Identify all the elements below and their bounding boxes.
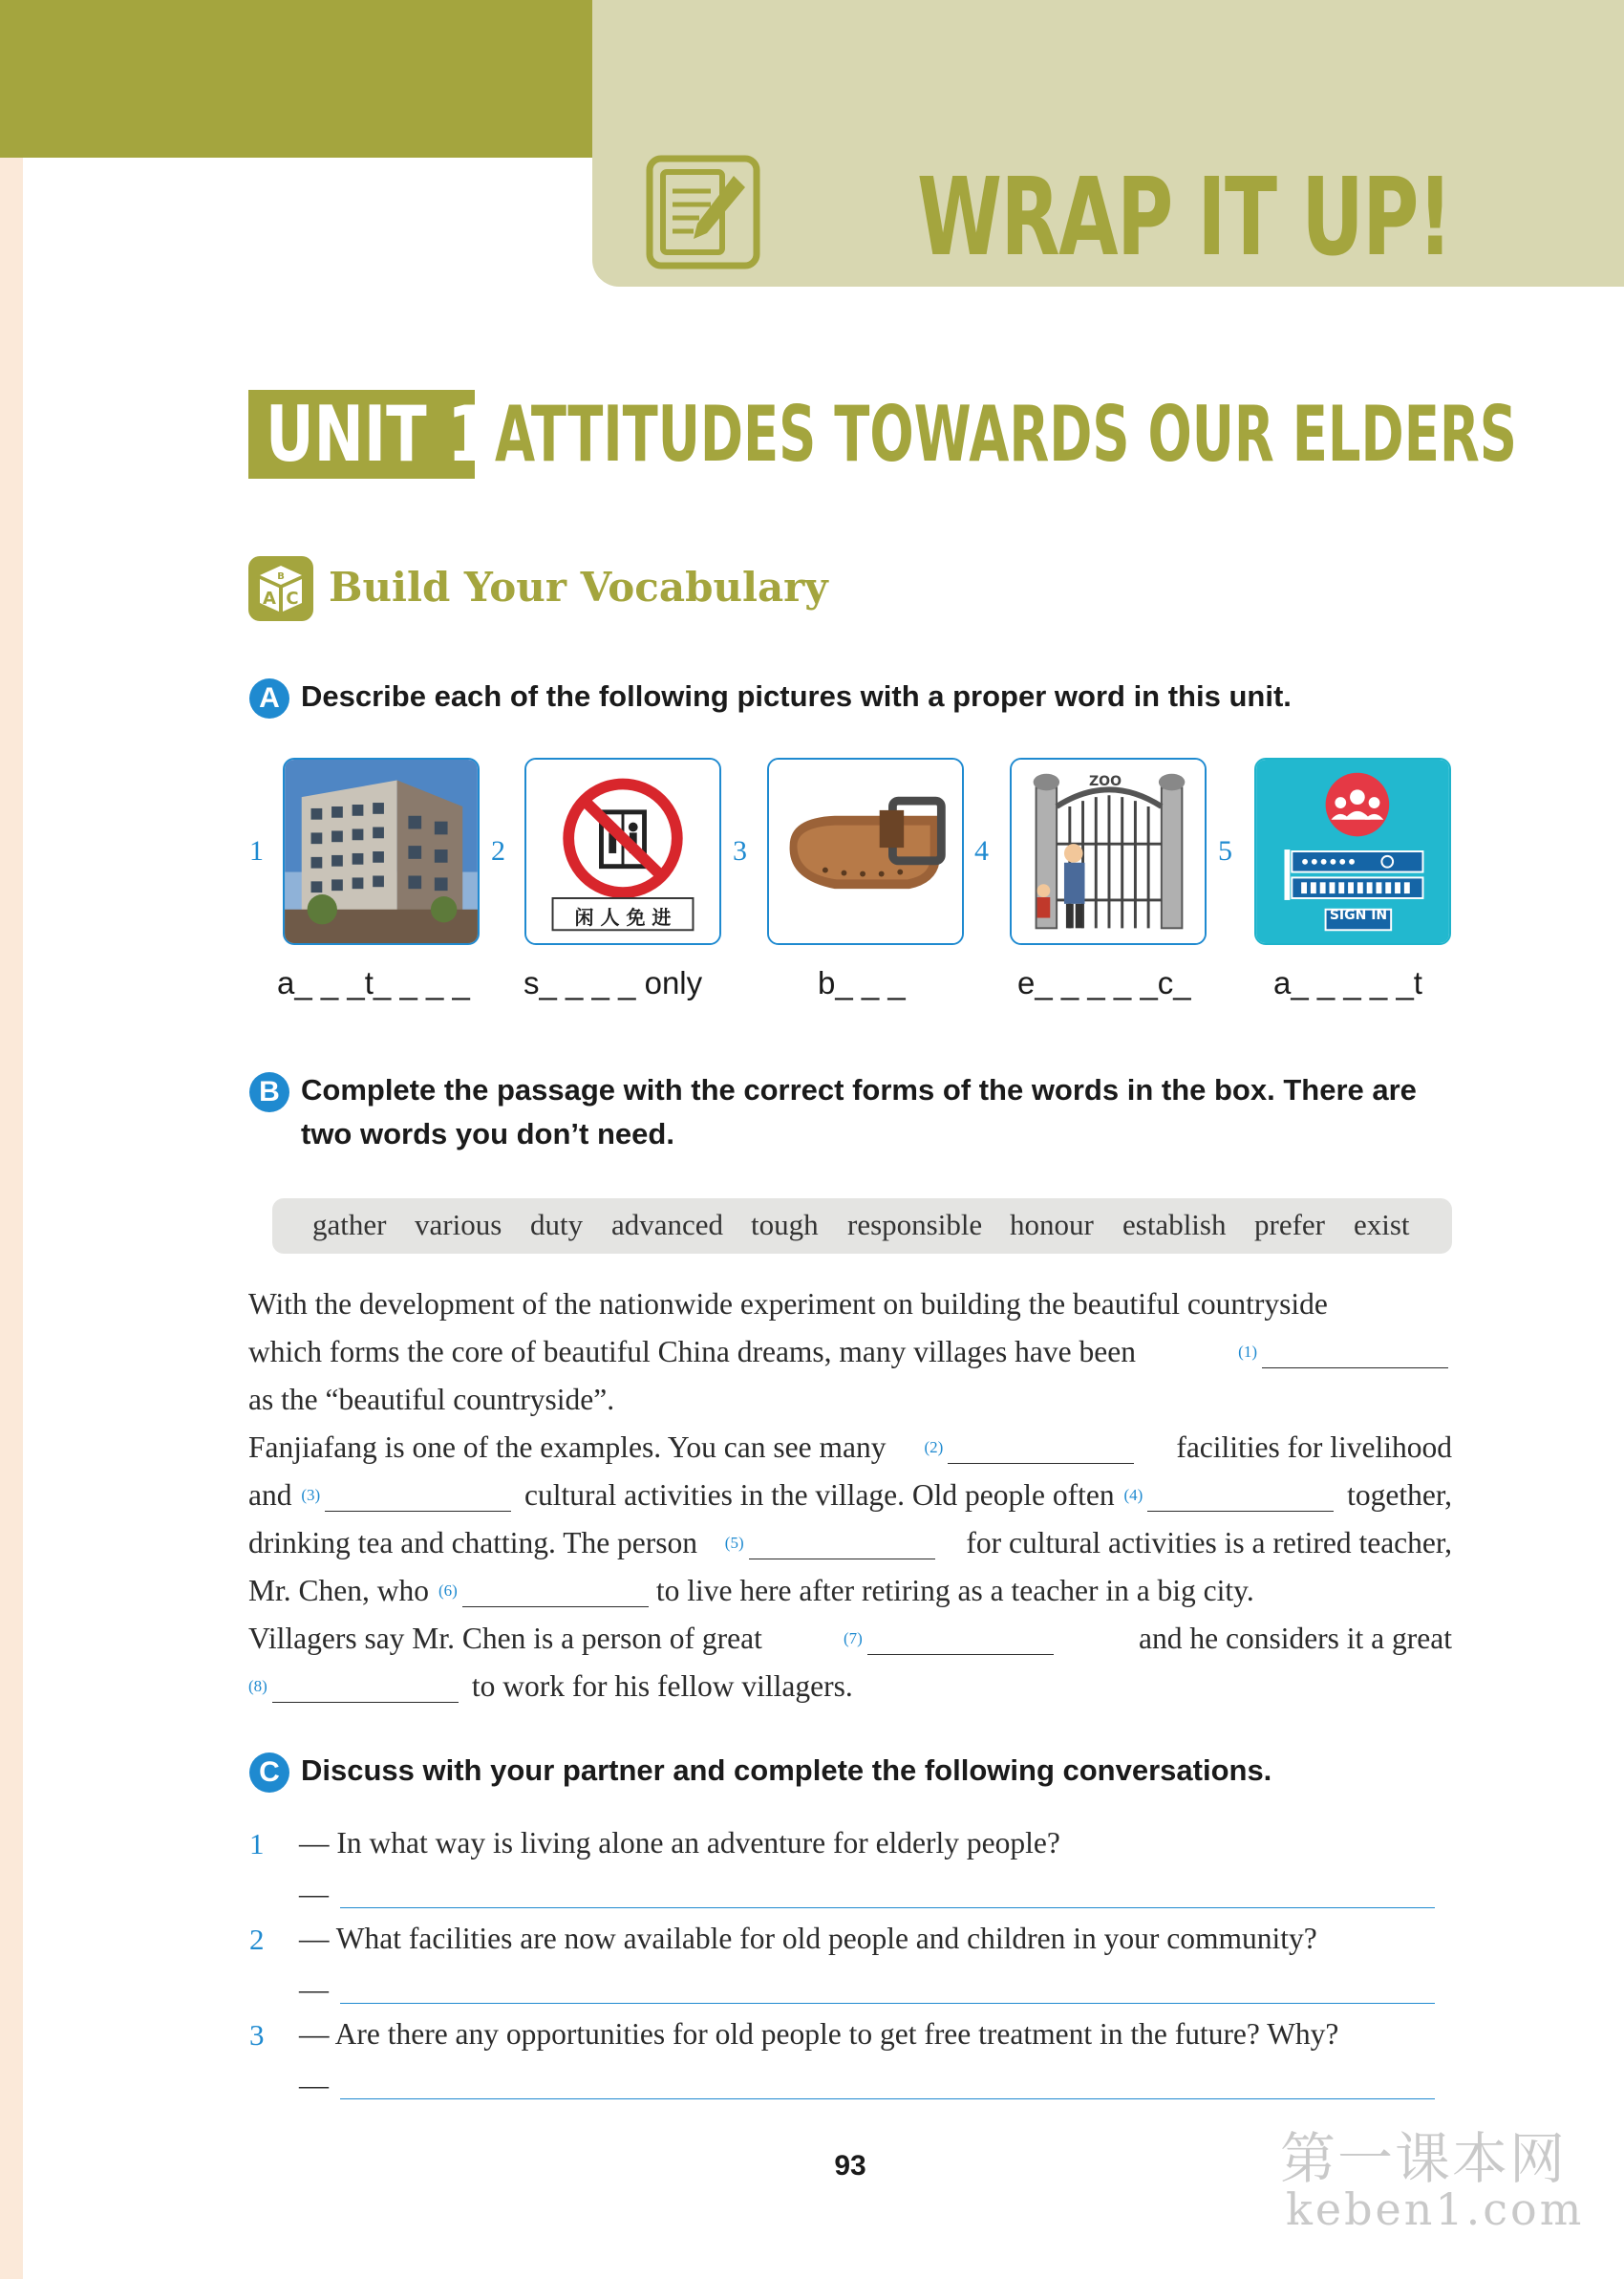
- watermark-en: keben1.com: [1286, 2183, 1585, 2235]
- section-b-instruction-line1: [301, 1068, 1452, 1112]
- word-box-item: establish: [1122, 1208, 1227, 1241]
- word-hint: s_ _ _ _ only: [524, 965, 703, 1000]
- picture-number: 2: [491, 835, 505, 867]
- word-box-item: gather: [312, 1208, 387, 1241]
- word-box-item: various: [415, 1208, 502, 1241]
- passage-line: [248, 1376, 1452, 1424]
- passage-text: to work for his fellow villagers.: [471, 1669, 853, 1703]
- sign-in-text: SIGN IN: [1329, 908, 1388, 923]
- unit-label: UNIT 1: [266, 390, 489, 479]
- word-hint: a_ _ _t_ _ _ _: [277, 965, 470, 1000]
- zoo-sign-text: ZOO: [1089, 774, 1122, 789]
- blank-number: (7): [844, 1629, 863, 1647]
- blank-number: (1): [1238, 1343, 1257, 1361]
- apartment-building-icon: [283, 758, 480, 945]
- passage-blank-group: [248, 1663, 462, 1710]
- blank-number: (5): [724, 1534, 744, 1552]
- passage-line: [248, 1424, 1452, 1472]
- answer-dash: —: [299, 2068, 329, 2101]
- svg-text:B: B: [277, 571, 285, 582]
- question-number: 2: [249, 1923, 265, 1956]
- word-hint: b_ _ _: [818, 965, 906, 1000]
- answer-line[interactable]: [340, 2098, 1435, 2099]
- answer-line[interactable]: [340, 2003, 1435, 2004]
- passage-blank-group: [725, 1519, 939, 1567]
- passage-line: [248, 1567, 1452, 1615]
- word-hint: a_ _ _ _ _t: [1273, 965, 1422, 1000]
- blank-2[interactable]: [948, 1429, 1134, 1464]
- wrap-it-up-title: WRAP IT UP!: [917, 156, 1452, 280]
- passage-blank-group: [301, 1472, 515, 1519]
- word-box-item: responsible: [847, 1208, 983, 1241]
- passage-blank-group: [438, 1567, 652, 1615]
- passage-text: which forms the core of beautiful China dreams, many villages have been: [248, 1335, 1136, 1368]
- instruction-text: Complete the passage with the correct forms of the words in the box. There are: [301, 1073, 1417, 1107]
- blank-4[interactable]: [1147, 1476, 1334, 1512]
- passage-text: together,: [1347, 1478, 1452, 1512]
- blank-3[interactable]: [325, 1476, 511, 1512]
- left-edge-strip: [0, 158, 23, 2279]
- picture-number: 3: [733, 835, 747, 867]
- section-c-instruction: Discuss with your partner and complete the following conversations.: [301, 1753, 1272, 1787]
- abc-blocks-icon: [246, 554, 315, 623]
- question-number: 3: [249, 2018, 265, 2052]
- section-b-instruction-line2: two words you don’t need.: [301, 1117, 674, 1150]
- blank-7[interactable]: [867, 1620, 1054, 1655]
- section-c-badge: C: [249, 1752, 289, 1793]
- passage-text: and: [248, 1478, 292, 1512]
- word-hint: e_ _ _ _ _c_: [1017, 965, 1191, 1000]
- svg-text:C: C: [286, 589, 299, 609]
- word-box-item: prefer: [1254, 1208, 1325, 1241]
- watermark-cn: 第一课本网: [1280, 2126, 1568, 2191]
- passage-blank-group: [1238, 1328, 1452, 1376]
- passage-text: and he considers it a great: [1139, 1622, 1452, 1655]
- header-olive-bar: [0, 0, 592, 158]
- passage-line: [248, 1663, 1452, 1710]
- passage-text: Fanjiafang is one of the examples. You can see many: [248, 1430, 887, 1464]
- leather-belt-icon: [767, 758, 964, 945]
- passage-text: as the “beautiful countryside”.: [248, 1383, 615, 1416]
- blank-8[interactable]: [272, 1667, 459, 1703]
- passage-line: [248, 1519, 1452, 1567]
- blank-number: (6): [438, 1581, 458, 1600]
- word-box-item: honour: [1010, 1208, 1094, 1241]
- passage-line: [248, 1280, 1452, 1328]
- passage-text: With the development of the nationwide experiment on building the beautiful countryside: [248, 1287, 1328, 1321]
- word-box-item: duty: [530, 1208, 584, 1241]
- passage-text: to live here after retiring as a teacher in a big city.: [655, 1574, 1254, 1607]
- passage-text: facilities for livelihood: [1176, 1430, 1452, 1464]
- word-box-item: advanced: [611, 1208, 724, 1241]
- section-a-instruction: Describe each of the following pictures with a proper word in this unit.: [301, 679, 1292, 713]
- blank-5[interactable]: [749, 1524, 935, 1559]
- build-vocabulary-title: Build Your Vocabulary: [329, 564, 828, 611]
- blank-6[interactable]: [462, 1572, 649, 1607]
- word-box-item: tough: [751, 1208, 819, 1241]
- answer-dash: —: [299, 1877, 329, 1910]
- section-a-badge: A: [249, 678, 289, 719]
- passage-text: for cultural activities is a retired teacher,: [966, 1526, 1452, 1559]
- passage-blank-group: [844, 1615, 1058, 1663]
- passage-line: [248, 1615, 1452, 1663]
- page-number: 93: [834, 2150, 866, 2182]
- sign-text: 闲 人 免 进: [574, 906, 672, 929]
- passage: [248, 1280, 1452, 1710]
- blank-1[interactable]: [1262, 1333, 1448, 1368]
- blank-number: (8): [248, 1677, 267, 1695]
- question-text: — Are there any opportunities for old people to get free treatment in the future? Why?: [299, 2017, 1339, 2051]
- blank-number: (2): [924, 1438, 944, 1456]
- svg-text:A: A: [263, 589, 276, 609]
- notepad-pencil-icon: [646, 155, 760, 269]
- passage-text: cultural activities in the village. Old people often: [524, 1478, 1115, 1512]
- passage-line: [248, 1472, 1452, 1519]
- unit-title: ATTITUDES TOWARDS OUR ELDERS: [495, 390, 1517, 479]
- passage-text: drinking tea and chatting. The person: [248, 1526, 698, 1559]
- word-box-item: exist: [1354, 1208, 1410, 1241]
- blank-number: (3): [301, 1486, 321, 1504]
- question-text: — What facilities are now available for old people and children in your community?: [299, 1922, 1317, 1955]
- picture-number: 1: [249, 835, 264, 867]
- passage-blank-group: [1123, 1472, 1337, 1519]
- question-text: — In what way is living alone an adventure for elderly people?: [299, 1826, 1060, 1860]
- answer-dash: —: [299, 1972, 329, 2006]
- picture-number: 4: [974, 835, 989, 867]
- passage-text: Mr. Chen, who: [248, 1574, 429, 1607]
- blank-number: (4): [1123, 1486, 1143, 1504]
- passage-text: Villagers say Mr. Chen is a person of great: [248, 1622, 762, 1655]
- passage-line: [248, 1328, 1452, 1376]
- answer-line[interactable]: [340, 1907, 1435, 1908]
- question-number: 1: [249, 1827, 265, 1860]
- picture-number: 5: [1218, 835, 1232, 867]
- section-b-badge: B: [249, 1072, 289, 1112]
- passage-blank-group: [924, 1424, 1138, 1472]
